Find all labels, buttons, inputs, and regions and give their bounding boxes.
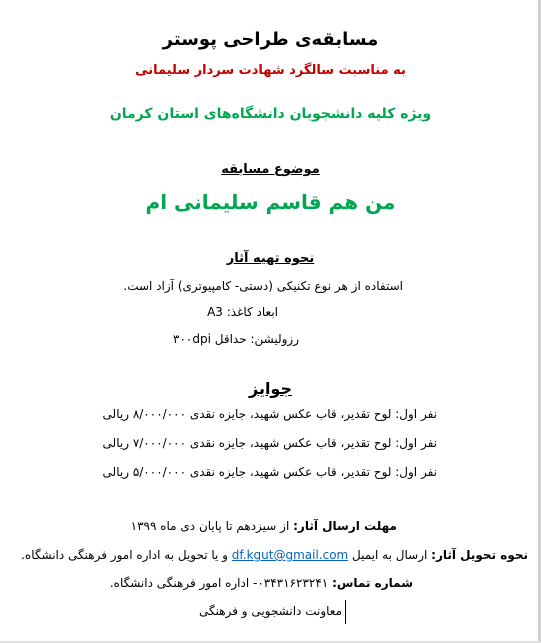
deadline-text: از سیزدهم تا پایان دی ماه ۱۳۹۹ bbox=[130, 519, 294, 533]
footer-signature: معاونت دانشجویی و فرهنگی bbox=[199, 604, 342, 618]
topic-heading: موضوع مسابقه bbox=[221, 162, 320, 177]
text-cursor bbox=[345, 600, 346, 624]
prize-item-1: نفر اول: لوح تقدیر، قاب عکس شهید، جایزه نقدی ۸/۰۰۰/۰۰۰ ریالی bbox=[102, 407, 437, 421]
preparation-heading: نحوه تهیه آثار bbox=[226, 251, 315, 266]
topic-title: من هم قاسم سلیمانی ام bbox=[145, 190, 396, 214]
audience-line: ویژه کلیه دانشجویان دانشگاه‌های استان کرمان bbox=[109, 106, 432, 122]
poster-title: مسابقه‌ی طراحی پوستر bbox=[162, 29, 379, 50]
prize-item-3: نفر اول: لوح تقدیر، قاب عکس شهید، جایزه نقدی ۵/۰۰۰/۰۰۰ ریالی bbox=[102, 465, 437, 479]
paper-size-text: ابعاد کاغذ: A3 bbox=[207, 305, 278, 319]
deadline-label: مهلت ارسال آثار: bbox=[293, 519, 397, 533]
prizes-heading: جوایز bbox=[248, 379, 292, 398]
contact-line bbox=[110, 576, 413, 590]
delivery-text-before: ارسال به ایمیل bbox=[348, 548, 432, 562]
email-link[interactable]: df.kgut@gmail.com bbox=[231, 548, 349, 562]
delivery-text-after: و یا تحویل به اداره امور فرهنگی دانشگاه. bbox=[21, 548, 232, 562]
deadline-line bbox=[131, 519, 397, 533]
delivery-line bbox=[21, 548, 528, 562]
contact-label: شماره تماس: bbox=[332, 576, 413, 590]
technique-text: استفاده از هر نوع تکنیکی (دستی- کامپیوتری) آزاد است. bbox=[123, 279, 403, 293]
delivery-label: نحوه تحویل آثار: bbox=[431, 548, 528, 562]
contact-text: ۰۳۴۳۱۶۲۳۲۴۱- اداره امور فرهنگی دانشگاه. bbox=[109, 576, 333, 590]
prize-item-2: نفر اول: لوح تقدیر، قاب عکس شهید، جایزه نقدی ۷/۰۰۰/۰۰۰ ریالی bbox=[102, 436, 437, 450]
occasion-subtitle: به مناسبت سالگرد شهادت سردار سلیمانی bbox=[135, 63, 406, 78]
resolution-text: رزولیشن: حداقل ۳۰۰dpi bbox=[173, 332, 299, 346]
